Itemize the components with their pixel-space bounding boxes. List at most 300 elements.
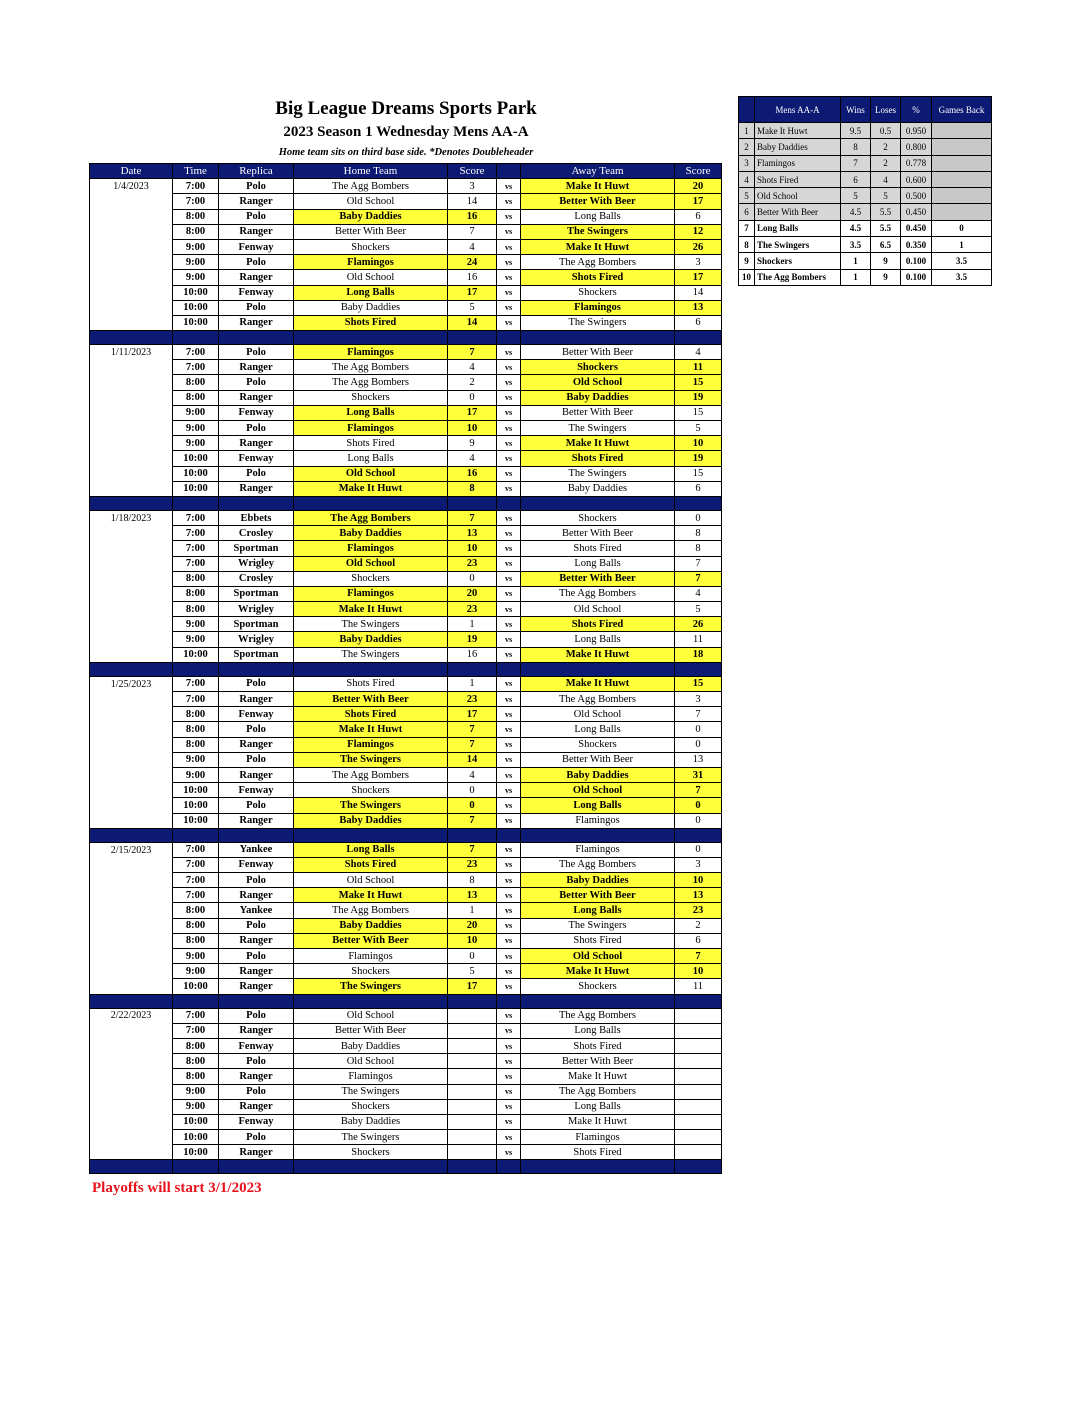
away-team: Better With Beer <box>521 526 675 541</box>
separator-cell <box>90 994 173 1008</box>
home-score: 5 <box>448 964 497 979</box>
home-team: Make It Huwt <box>294 722 448 737</box>
away-team: Shockers <box>521 510 675 525</box>
home-score: 2 <box>448 375 497 390</box>
away-score: 15 <box>675 405 722 420</box>
separator-cell <box>497 994 521 1008</box>
home-team: Flamingos <box>294 421 448 436</box>
game-row <box>90 466 722 481</box>
game-date-empty <box>90 1054 173 1069</box>
away-team: The Swingers <box>521 421 675 436</box>
standing-team: Old School <box>755 188 841 204</box>
home-team: Shockers <box>294 1145 448 1160</box>
home-team: Flamingos <box>294 949 448 964</box>
game-field: Polo <box>219 179 294 194</box>
vs-label: vs <box>497 375 521 390</box>
game-field: Fenway <box>219 707 294 722</box>
home-team: Flamingos <box>294 541 448 556</box>
home-team: Old School <box>294 466 448 481</box>
away-score: 4 <box>675 586 722 601</box>
home-score: 16 <box>448 209 497 224</box>
game-date-empty <box>90 617 173 632</box>
standing-rank: 2 <box>739 139 755 155</box>
game-row <box>90 526 722 541</box>
game-date-empty <box>90 1069 173 1084</box>
home-team: Long Balls <box>294 405 448 420</box>
away-score: 8 <box>675 526 722 541</box>
game-date-empty <box>90 918 173 933</box>
game-time: 9:00 <box>173 421 219 436</box>
game-field: Polo <box>219 873 294 888</box>
header-home-score: Score <box>448 164 497 179</box>
game-date-empty <box>90 194 173 209</box>
game-row <box>90 752 722 767</box>
away-score: 14 <box>675 285 722 300</box>
away-team: Old School <box>521 602 675 617</box>
vs-label: vs <box>497 767 521 782</box>
game-date-empty <box>90 270 173 285</box>
standing-loses: 5 <box>871 188 901 204</box>
vs-label: vs <box>497 556 521 571</box>
game-row <box>90 481 722 496</box>
game-date-empty <box>90 813 173 828</box>
header-home-team: Home Team <box>294 164 448 179</box>
separator-cell <box>521 496 675 510</box>
home-score <box>448 1038 497 1053</box>
game-time: 9:00 <box>173 270 219 285</box>
game-field: Sportman <box>219 541 294 556</box>
game-field: Ranger <box>219 933 294 948</box>
away-score: 12 <box>675 224 722 239</box>
separator-cell <box>497 662 521 676</box>
standings-header-loses: Loses <box>871 97 901 123</box>
game-time: 9:00 <box>173 617 219 632</box>
vs-label: vs <box>497 949 521 964</box>
header-time: Time <box>173 164 219 179</box>
standing-team: Shots Fired <box>755 171 841 187</box>
game-date-empty <box>90 239 173 254</box>
home-score: 17 <box>448 707 497 722</box>
home-team: The Swingers <box>294 1084 448 1099</box>
separator-cell <box>521 662 675 676</box>
separator-cell <box>219 994 294 1008</box>
vs-label: vs <box>497 1023 521 1038</box>
game-date-empty <box>90 783 173 798</box>
home-score: 16 <box>448 647 497 662</box>
separator-cell <box>294 1160 448 1174</box>
header-away-team: Away Team <box>521 164 675 179</box>
home-team: Baby Daddies <box>294 1038 448 1053</box>
standing-wins: 7 <box>841 155 871 171</box>
home-team: Old School <box>294 270 448 285</box>
game-time: 8:00 <box>173 1038 219 1053</box>
game-field: Ranger <box>219 481 294 496</box>
home-score: 17 <box>448 979 497 994</box>
away-score: 19 <box>675 451 722 466</box>
away-score: 7 <box>675 707 722 722</box>
game-field: Yankee <box>219 842 294 857</box>
game-row <box>90 315 722 330</box>
away-score: 19 <box>675 390 722 405</box>
home-score: 4 <box>448 451 497 466</box>
vs-label: vs <box>497 209 521 224</box>
vs-label: vs <box>497 933 521 948</box>
home-team: The Swingers <box>294 798 448 813</box>
standing-rank: 6 <box>739 204 755 220</box>
home-team: Baby Daddies <box>294 209 448 224</box>
game-time: 10:00 <box>173 1145 219 1160</box>
separator-cell <box>675 1160 722 1174</box>
game-time: 9:00 <box>173 239 219 254</box>
away-team: Shots Fired <box>521 617 675 632</box>
separator-cell <box>173 662 219 676</box>
home-score: 8 <box>448 481 497 496</box>
game-date-empty <box>90 1099 173 1114</box>
game-field: Sportman <box>219 586 294 601</box>
game-field: Ranger <box>219 270 294 285</box>
game-field: Polo <box>219 722 294 737</box>
game-time: 10:00 <box>173 285 219 300</box>
separator-cell <box>294 828 448 842</box>
standing-rank: 8 <box>739 237 755 253</box>
vs-label: vs <box>497 586 521 601</box>
home-score: 24 <box>448 255 497 270</box>
separator-cell <box>219 828 294 842</box>
home-score: 16 <box>448 466 497 481</box>
away-score: 0 <box>675 722 722 737</box>
vs-label: vs <box>497 842 521 857</box>
away-score: 10 <box>675 964 722 979</box>
game-field: Wrigley <box>219 602 294 617</box>
game-date-empty <box>90 933 173 948</box>
home-score: 4 <box>448 360 497 375</box>
week-separator <box>90 662 722 676</box>
away-team: Baby Daddies <box>521 390 675 405</box>
game-date-empty <box>90 888 173 903</box>
standing-rank: 1 <box>739 123 755 139</box>
game-row <box>90 1084 722 1099</box>
home-score: 13 <box>448 526 497 541</box>
game-field: Ranger <box>219 360 294 375</box>
game-row <box>90 1023 722 1038</box>
home-score <box>448 1099 497 1114</box>
away-team: Old School <box>521 375 675 390</box>
away-score: 0 <box>675 842 722 857</box>
game-field: Ranger <box>219 436 294 451</box>
page-title: Big League Dreams Sports Park <box>275 98 537 119</box>
game-row <box>90 903 722 918</box>
away-score: 6 <box>675 933 722 948</box>
home-score: 8 <box>448 873 497 888</box>
home-score: 4 <box>448 767 497 782</box>
separator-cell <box>521 1160 675 1174</box>
home-team: The Swingers <box>294 752 448 767</box>
game-date: 1/25/2023 <box>90 676 173 691</box>
vs-label: vs <box>497 224 521 239</box>
away-team: Make It Huwt <box>521 436 675 451</box>
game-row <box>90 436 722 451</box>
game-field: Polo <box>219 255 294 270</box>
standing-pct: 0.450 <box>901 204 932 220</box>
home-score: 7 <box>448 813 497 828</box>
separator-cell <box>219 496 294 510</box>
game-field: Fenway <box>219 405 294 420</box>
standing-loses: 5.5 <box>871 220 901 236</box>
game-date-empty <box>90 571 173 586</box>
game-date-empty <box>90 436 173 451</box>
game-time: 8:00 <box>173 209 219 224</box>
game-date-empty <box>90 903 173 918</box>
vs-label: vs <box>497 571 521 586</box>
standings-row <box>739 188 992 204</box>
game-date-empty <box>90 798 173 813</box>
away-team: Make It Huwt <box>521 1114 675 1129</box>
vs-label: vs <box>497 510 521 525</box>
away-score: 11 <box>675 632 722 647</box>
home-team: Shots Fired <box>294 707 448 722</box>
away-score: 23 <box>675 903 722 918</box>
game-row <box>90 194 722 209</box>
game-time: 10:00 <box>173 783 219 798</box>
game-time: 7:00 <box>173 526 219 541</box>
game-date-empty <box>90 209 173 224</box>
game-time: 8:00 <box>173 707 219 722</box>
game-field: Fenway <box>219 239 294 254</box>
home-team: The Swingers <box>294 617 448 632</box>
standing-wins: 4.5 <box>841 204 871 220</box>
game-field: Wrigley <box>219 556 294 571</box>
game-field: Ranger <box>219 692 294 707</box>
home-team: Baby Daddies <box>294 632 448 647</box>
vs-label: vs <box>497 1145 521 1160</box>
standing-team: Make It Huwt <box>755 123 841 139</box>
standing-games-back <box>932 123 992 139</box>
home-team: Old School <box>294 873 448 888</box>
game-time: 8:00 <box>173 903 219 918</box>
home-score: 7 <box>448 842 497 857</box>
standing-rank: 5 <box>739 188 755 204</box>
away-team: Shots Fired <box>521 270 675 285</box>
game-field: Ranger <box>219 1023 294 1038</box>
standing-loses: 0.5 <box>871 123 901 139</box>
away-score: 11 <box>675 360 722 375</box>
standing-loses: 5.5 <box>871 204 901 220</box>
home-team: Baby Daddies <box>294 918 448 933</box>
standing-loses: 2 <box>871 139 901 155</box>
game-row <box>90 617 722 632</box>
home-score: 1 <box>448 617 497 632</box>
game-row <box>90 873 722 888</box>
standing-games-back: 0 <box>932 220 992 236</box>
game-time: 8:00 <box>173 918 219 933</box>
vs-label: vs <box>497 647 521 662</box>
home-score: 23 <box>448 692 497 707</box>
game-time: 8:00 <box>173 1054 219 1069</box>
home-team: The Agg Bombers <box>294 903 448 918</box>
standing-pct: 0.350 <box>901 237 932 253</box>
game-date-empty <box>90 586 173 601</box>
game-date-empty <box>90 375 173 390</box>
vs-label: vs <box>497 285 521 300</box>
header-date: Date <box>90 164 173 179</box>
separator-cell <box>173 331 219 345</box>
game-time: 7:00 <box>173 676 219 691</box>
game-date-empty <box>90 1038 173 1053</box>
game-row <box>90 1069 722 1084</box>
game-time: 10:00 <box>173 1114 219 1129</box>
game-field: Polo <box>219 300 294 315</box>
away-score: 2 <box>675 918 722 933</box>
game-time: 7:00 <box>173 888 219 903</box>
separator-cell <box>675 994 722 1008</box>
separator-cell <box>219 1160 294 1174</box>
separator-cell <box>497 331 521 345</box>
away-score: 17 <box>675 270 722 285</box>
vs-label: vs <box>497 194 521 209</box>
game-field: Ranger <box>219 979 294 994</box>
home-team: Old School <box>294 194 448 209</box>
game-row <box>90 692 722 707</box>
home-team: Shockers <box>294 783 448 798</box>
home-score: 20 <box>448 918 497 933</box>
vs-label: vs <box>497 436 521 451</box>
game-row <box>90 270 722 285</box>
standing-wins: 4.5 <box>841 220 871 236</box>
home-team: Flamingos <box>294 1069 448 1084</box>
game-time: 8:00 <box>173 1069 219 1084</box>
away-score <box>675 1084 722 1099</box>
game-row <box>90 285 722 300</box>
game-row <box>90 1054 722 1069</box>
week-separator <box>90 496 722 510</box>
week-separator <box>90 1160 722 1174</box>
home-team: The Agg Bombers <box>294 375 448 390</box>
separator-cell <box>90 662 173 676</box>
away-team: Shots Fired <box>521 541 675 556</box>
away-score: 0 <box>675 737 722 752</box>
home-score: 5 <box>448 300 497 315</box>
home-team: Baby Daddies <box>294 1114 448 1129</box>
standing-wins: 1 <box>841 269 871 285</box>
home-score <box>448 1054 497 1069</box>
away-team: The Agg Bombers <box>521 586 675 601</box>
separator-cell <box>173 1160 219 1174</box>
game-row <box>90 602 722 617</box>
separator-cell <box>521 994 675 1008</box>
game-date-empty <box>90 255 173 270</box>
home-score: 7 <box>448 737 497 752</box>
vs-label: vs <box>497 481 521 496</box>
standing-pct: 0.800 <box>901 139 932 155</box>
vs-label: vs <box>497 783 521 798</box>
away-score: 11 <box>675 979 722 994</box>
home-team: Shots Fired <box>294 315 448 330</box>
away-score: 13 <box>675 300 722 315</box>
away-team: Long Balls <box>521 798 675 813</box>
away-score: 0 <box>675 798 722 813</box>
game-row <box>90 632 722 647</box>
game-time: 7:00 <box>173 1008 219 1023</box>
game-time: 7:00 <box>173 541 219 556</box>
vs-label: vs <box>497 873 521 888</box>
home-score: 10 <box>448 421 497 436</box>
vs-label: vs <box>497 979 521 994</box>
game-time: 8:00 <box>173 390 219 405</box>
game-row <box>90 451 722 466</box>
game-field: Polo <box>219 918 294 933</box>
vs-label: vs <box>497 466 521 481</box>
game-field: Sportman <box>219 647 294 662</box>
away-team: Baby Daddies <box>521 767 675 782</box>
home-score: 0 <box>448 783 497 798</box>
home-team: Baby Daddies <box>294 526 448 541</box>
standing-games-back: 3.5 <box>932 253 992 269</box>
game-field: Polo <box>219 676 294 691</box>
header-replica: Replica <box>219 164 294 179</box>
game-row <box>90 239 722 254</box>
home-team: Shockers <box>294 239 448 254</box>
away-score: 7 <box>675 949 722 964</box>
vs-label: vs <box>497 918 521 933</box>
standing-rank: 7 <box>739 220 755 236</box>
game-time: 10:00 <box>173 300 219 315</box>
home-score: 1 <box>448 903 497 918</box>
away-team: Better With Beer <box>521 571 675 586</box>
separator-cell <box>90 331 173 345</box>
game-field: Ranger <box>219 224 294 239</box>
game-date-empty <box>90 602 173 617</box>
away-team: Old School <box>521 707 675 722</box>
away-team: The Agg Bombers <box>521 255 675 270</box>
home-score <box>448 1023 497 1038</box>
away-team: Make It Huwt <box>521 676 675 691</box>
game-time: 10:00 <box>173 451 219 466</box>
vs-label: vs <box>497 632 521 647</box>
vs-label: vs <box>497 813 521 828</box>
home-score <box>448 1084 497 1099</box>
away-team: The Swingers <box>521 224 675 239</box>
vs-label: vs <box>497 1054 521 1069</box>
away-score: 5 <box>675 602 722 617</box>
away-team: Flamingos <box>521 813 675 828</box>
away-score: 17 <box>675 194 722 209</box>
game-date-empty <box>90 767 173 782</box>
away-team: Shockers <box>521 360 675 375</box>
game-time: 7:00 <box>173 692 219 707</box>
standings-header-games-back: Games Back <box>932 97 992 123</box>
away-team: Make It Huwt <box>521 179 675 194</box>
game-field: Polo <box>219 752 294 767</box>
home-team: Shots Fired <box>294 676 448 691</box>
game-row <box>90 421 722 436</box>
away-team: Baby Daddies <box>521 873 675 888</box>
game-row <box>90 842 722 857</box>
game-row <box>90 405 722 420</box>
away-score: 15 <box>675 676 722 691</box>
game-row <box>90 1008 722 1023</box>
separator-cell <box>521 828 675 842</box>
away-team: Shockers <box>521 285 675 300</box>
vs-label: vs <box>497 602 521 617</box>
game-row <box>90 676 722 691</box>
game-row <box>90 949 722 964</box>
game-field: Polo <box>219 209 294 224</box>
game-date-empty <box>90 857 173 872</box>
home-score: 9 <box>448 436 497 451</box>
home-score <box>448 1008 497 1023</box>
vs-label: vs <box>497 798 521 813</box>
game-row <box>90 888 722 903</box>
